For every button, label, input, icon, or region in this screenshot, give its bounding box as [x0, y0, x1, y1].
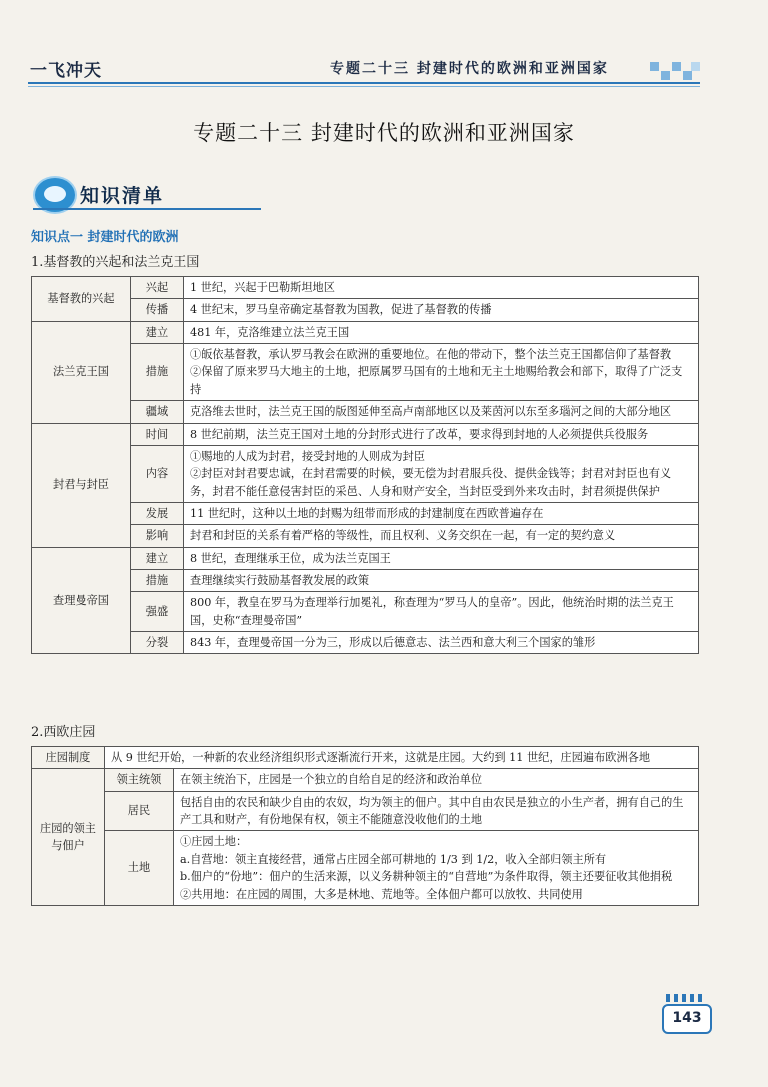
table-row: [32, 747, 699, 769]
value-cell: [184, 445, 699, 502]
section-banner: 知识清单: [80, 185, 165, 207]
subheading-christianity: 1.基督教的兴起和法兰克王国: [31, 255, 200, 270]
value-cell: 843 年，查理曼帝国一分为三，形成以后德意志、法兰西和意大利三个国家的雏形: [184, 632, 699, 654]
value-cell: 8 世纪，查理继承王位，成为法兰克国王: [184, 547, 699, 569]
table-row: [32, 525, 699, 547]
page-number: 143: [662, 1004, 712, 1034]
section-rule: [33, 208, 261, 210]
key-cell: 措施: [131, 344, 184, 401]
subheading-manor: 2.西欧庄园: [31, 725, 96, 740]
header-brand: 一飞冲天: [30, 61, 102, 81]
table-row: [32, 632, 699, 654]
table-row: [32, 831, 699, 905]
knowledge-point-heading: 知识点一 封建时代的欧洲: [31, 230, 179, 245]
group-cell: 基督教的兴起: [32, 277, 131, 322]
page-title: 专题二十三 封建时代的欧洲和亚洲国家: [193, 121, 575, 145]
table-row: [32, 277, 699, 299]
value-line: ①皈依基督教，承认罗马教会在欧洲的重要地位。在他的带动下，整个法兰克王国都信仰了基督教: [190, 348, 672, 362]
value-cell: [174, 831, 699, 905]
key-cell: 传播: [131, 299, 184, 321]
value-line: a.自营地：领主直接经营，通常占庄园全部可耕地的 1/3 到 1/2，收入全部归领主所有: [180, 852, 607, 866]
value-cell: 1 世纪，兴起于巴勒斯坦地区: [184, 277, 699, 299]
value-line: ①赐地的人成为封君，接受封地的人则成为封臣: [190, 449, 425, 463]
key-cell: 强盛: [131, 592, 184, 632]
value-line: ②封臣对封君要忠诚，在封君需要的时候，要无偿为封君服兵役、提供金钱等；封君对封臣也有义务，封君不能任意侵害封臣的采邑、人身和财产安全，当封臣受到外来攻击时，封君须提供保护: [190, 467, 672, 498]
key-cell: 建立: [131, 547, 184, 569]
table-row: [32, 769, 699, 791]
table-row: [32, 445, 699, 502]
header-rule-thin: [28, 86, 700, 87]
group-cell: 法兰克王国: [32, 321, 131, 423]
value-cell: 8 世纪前期，法兰克王国对土地的分封形式进行了改革，要求得到封地的人必须提供兵役服务: [184, 423, 699, 445]
value-cell: 4 世纪末，罗马皇帝确定基督教为国教，促进了基督教的传播: [184, 299, 699, 321]
value-cell: 481 年，克洛维建立法兰克王国: [184, 321, 699, 343]
key-cell: 疆域: [131, 401, 184, 423]
table-row: [32, 344, 699, 401]
value-cell: 包括自由的农民和缺少自由的农奴，均为领主的佃户。其中自由农民是独立的小生产者，拥有自己的生产工具和财产，有份地保有权，领主不能随意没收他们的土地: [174, 791, 699, 831]
value-cell: 克洛维去世时，法兰克王国的版图延伸至高卢南部地区以及莱茵河以东至多瑙河之间的大部分地区: [184, 401, 699, 423]
header-chapter: 专题二十三 封建时代的欧洲和亚洲国家: [330, 61, 609, 77]
group-cell: 庄园的领主与佃户: [32, 769, 105, 906]
key-cell: 庄园制度: [32, 747, 105, 769]
key-cell: 影响: [131, 525, 184, 547]
table-row: [32, 791, 699, 831]
key-cell: 发展: [131, 502, 184, 524]
value-cell: 11 世纪时，这种以土地的封赐为纽带而形成的封建制度在西欧普遍存在: [184, 502, 699, 524]
value-line: ①庄园土地：: [180, 835, 248, 849]
table-row: [32, 423, 699, 445]
table-row: [32, 592, 699, 632]
table-row: [32, 299, 699, 321]
value-cell: 查理继续实行鼓励基督教发展的政策: [184, 570, 699, 592]
value-line: ②保留了原来罗马大地主的土地，把原属罗马国有的土地和无主土地赐给教会和部下，取得了广泛支持: [190, 365, 683, 396]
header-rule: [28, 82, 700, 84]
key-cell: 内容: [131, 445, 184, 502]
key-cell: 居民: [105, 791, 174, 831]
table-christianity-frankish: [31, 276, 699, 654]
table-row: [32, 401, 699, 423]
value-cell: 封君和封臣的关系有着严格的等级性，而且权利、义务交织在一起，有一定的契约意义: [184, 525, 699, 547]
table-row: [32, 321, 699, 343]
key-cell: 建立: [131, 321, 184, 343]
table-row: [32, 570, 699, 592]
key-cell: 领主统领: [105, 769, 174, 791]
group-cell: 封君与封臣: [32, 423, 131, 547]
group-cell: 查理曼帝国: [32, 547, 131, 654]
value-cell: 在领主统治下，庄园是一个独立的自给自足的经济和政治单位: [174, 769, 699, 791]
key-cell: 分裂: [131, 632, 184, 654]
key-cell: 时间: [131, 423, 184, 445]
value-line: b.佃户的“份地”：佃户的生活来源，以义务耕种领主的“自营地”为条件取得，领主还要征收其他捐税: [180, 870, 673, 884]
key-cell: 兴起: [131, 277, 184, 299]
value-cell: 800 年，教皇在罗马为查理举行加冕礼，称查理为“罗马人的皇帝”。因此，他统治时期的法兰克王国，史称“查理曼帝国”: [184, 592, 699, 632]
value-line: ②共用地：在庄园的周围，大多是林地、荒地等。全体佃户都可以放牧、共同使用: [180, 887, 583, 901]
key-cell: 措施: [131, 570, 184, 592]
table-row: [32, 547, 699, 569]
table-western-manor: [31, 746, 699, 906]
value-cell: [184, 344, 699, 401]
value-cell: 从 9 世纪开始，一种新的农业经济组织形式逐渐流行开来，这就是庄园。大约到 11 世纪，庄园遍布欧洲各地: [105, 747, 699, 769]
header-decoration: [650, 60, 700, 82]
table-row: [32, 502, 699, 524]
key-cell: 土地: [105, 831, 174, 905]
page-number-decoration: [666, 994, 706, 1002]
